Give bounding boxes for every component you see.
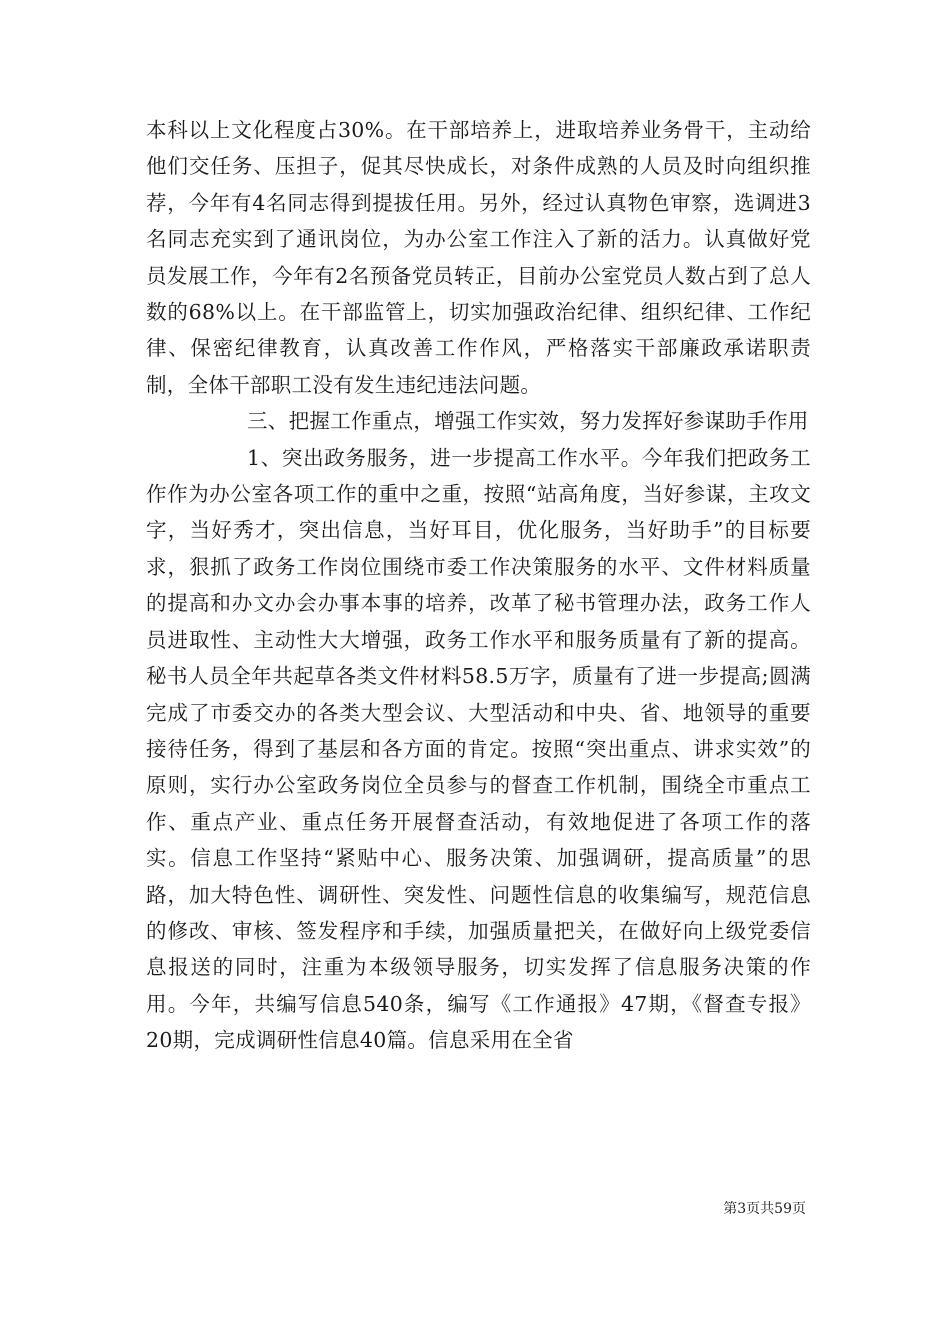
section-heading-three: 三、把握工作重点，增强工作实效，努力发挥好参谋助手作用 <box>247 409 809 434</box>
page-number: 第3页共59页 <box>723 1201 806 1217</box>
document-body <box>146 112 811 1059</box>
paragraph-cadre-training: 本科以上文化程度占30%。在干部培养上，进取培养业务骨干，主动给他们交任务、压担子，促其尽快成长，对条件成熟的人员及时向组织推荐，今年有4名同志得到提拔任用。另外，经过认真物色审察，选调进3名同志充实到了通讯岗位，为办公室工作注入了新的活力。认真做好党员发展工作，今年有2名预备党员转正，目前办公室党员人数占到了总人数的68%以上。在干部监管上，切实加强政治纪律、组织纪律、工作纪律、保密纪律教育，认真改善工作作风，严格落实干部廉政承诺职责制，全体干部职工没有发生违纪违法问题。 <box>146 118 811 397</box>
paragraph-government-service: 1、突出政务服务，进一步提高工作水平。今年我们把政务工作作为办公室各项工作的重中之重，按照“站高角度，当好参谋，主攻文字，当好秀才，突出信息，当好耳目，优化服务，当好助手”的目标要求，狠抓了政务工作岗位围绕市委工作决策服务的水平、文件材料质量的提高和办文办会办事本事的培养，改革了秘书管理办法，政务工作人员进取性、主动性大大增强，政务工作水平和服务质量有了新的提高。秘书人员全年共起草各类文件材料58.5万字，质量有了进一步提高;圆满完成了市委交办的各类大型会议、大型活动和中央、省、地领导的重要接待任务，得到了基层和各方面的肯定。按照“突出重点、讲求实效”的原则，实行办公室政务岗位全员参与的督查工作机制，围绕全市重点工作、重点产业、重点任务开展督查活动，有效地促进了各项工作的落实。信息工作坚持“紧贴中心、服务决策、加强调研，提高质量”的思路，加大特色性、调研性、突发性、问题性信息的收集编写，规范信息的修改、审核、签发程序和手续，加强质量把关，在做好向上级党委信息报送的同时，注重为本级领导服务，切实发挥了信息服务决策的作用。今年，共编写信息540条，编写《工作通报》47期，《督查专报》20期，完成调研性信息40篇。信息采用在全省 <box>146 445 811 1053</box>
